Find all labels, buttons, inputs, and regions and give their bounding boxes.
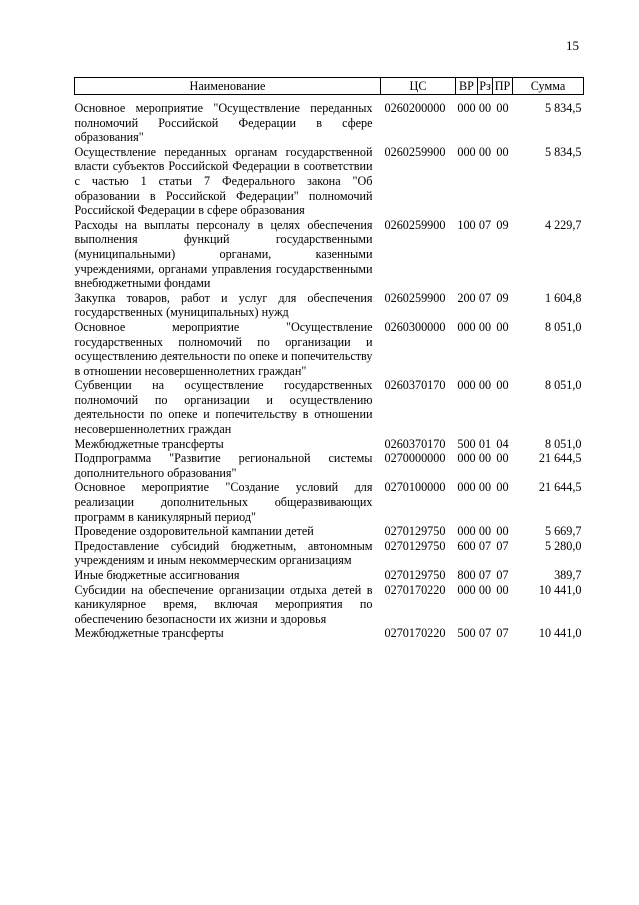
row-pr: 07 [496,538,509,553]
row-name: Основное мероприятие "Осуществление переданных полномочий Российской Федерации в сфере образования" [74,101,373,145]
row-name: Расходы на выплаты персоналу в целях обеспечения выполнения функций государственными (муниципальными) органами, казенными учреждениями, органами управления государственными внебюджетными фондами [74,217,373,291]
row-cs: 0270170220 [384,582,446,597]
row-vr: 000 [457,378,476,393]
row-sum: 5 834,5 [544,144,582,159]
row-name: Подпрограмма "Развитие региональной системы дополнительного образования" [74,451,373,480]
row-sum: 21 644,5 [538,480,582,495]
table-row [75,626,584,641]
table-row [75,145,584,218]
row-vr: 600 [457,538,476,553]
row-sum: 8 051,0 [544,378,582,393]
table-row [75,437,584,452]
row-sum: 21 644,5 [538,451,582,466]
row-name: Проведение оздоровительной кампании детей [74,524,314,539]
row-sum: 5 834,5 [544,101,582,115]
row-vr: 100 [457,217,476,232]
table-row [75,583,584,627]
row-rz: 07 [478,217,492,232]
row-cs: 0270170220 [384,626,446,641]
row-cs: 0260370170 [384,378,446,393]
row-pr: 00 [496,319,509,334]
budget-table [74,77,584,641]
row-pr: 09 [496,290,509,305]
row-name: Закупка товаров, работ и услуг для обеспечения государственных (муниципальных) нужд [74,290,373,320]
row-pr: 07 [496,626,509,641]
row-cs: 0260259900 [384,217,446,232]
header-pr: ПР [493,78,513,95]
row-name: Предоставление субсидий бюджетным, автономным учреждениям и иным некоммерческим организациям [74,538,373,568]
row-vr: 500 [457,436,476,451]
row-name: Основное мероприятие "Осуществление государственных полномочий по организации и осуществлению деятельности по опеке и попечительству в отношении несовершеннолетних граждан" [74,319,373,378]
row-cs: 0270129750 [384,568,446,582]
row-cs: 0260370170 [384,436,446,451]
row-rz: 00 [478,524,492,539]
row-cs: 0270129750 [384,538,446,553]
row-cs: 0270129750 [384,524,446,539]
row-name: Иные бюджетные ассигнования [74,568,240,582]
table-row [75,378,584,436]
row-vr: 000 [457,144,476,159]
row-name: Основное мероприятие "Создание условий для реализации дополнительных общеразвивающих программ в каникулярный период" [74,480,373,524]
row-vr: 000 [457,480,476,495]
row-vr: 000 [457,451,476,466]
row-vr: 000 [457,101,476,115]
row-name: Субсидии на обеспечение организации отдыха детей в каникулярное время, включая мероприятия по обеспечению безопасности их жизни и здоровья [74,582,373,626]
row-name: Субвенции на осуществление государственных полномочий по организации и осуществлению деятельности по опеке и попечительству в отношении несовершеннолетних граждан [74,378,373,437]
table-row [75,95,584,145]
row-cs: 0270100000 [384,480,446,495]
table-row [75,218,584,291]
row-rz: 01 [478,436,492,451]
row-rz: 07 [478,568,492,582]
page-number: 15 [566,38,579,53]
row-vr: 500 [457,626,476,641]
row-name: Межбюджетные трансферты [74,626,224,641]
row-rz: 00 [478,480,492,495]
table-row [75,568,584,583]
table-row [75,291,584,320]
row-sum: 10 441,0 [538,626,582,641]
header-cs: ЦС [381,78,456,95]
row-cs: 0260259900 [384,144,446,159]
row-pr: 00 [496,524,509,539]
row-sum: 5 669,7 [544,524,582,539]
row-vr: 000 [457,319,476,334]
row-pr: 07 [496,568,509,582]
row-pr: 00 [496,582,509,597]
row-rz: 00 [478,451,492,466]
row-rz: 00 [478,101,492,115]
table-row [75,539,584,568]
row-pr: 00 [496,144,509,159]
row-sum: 389,7 [554,568,582,582]
row-sum: 4 229,7 [544,217,582,232]
row-vr: 800 [457,568,476,582]
row-cs: 0270000000 [384,451,446,466]
row-rz: 07 [478,290,492,305]
row-pr: 09 [496,217,509,232]
row-vr: 000 [457,524,476,539]
row-sum: 10 441,0 [538,582,582,597]
row-pr: 00 [496,451,509,466]
row-name: Осуществление переданных органам государственной власти субъектов Российской Федерации в соответствии с частью 1 статьи 7 Федерального закона "Об образовании в Российской Федерации" полномочий Российской Федерации в сфере образования [74,144,373,218]
table-header-row [75,78,584,95]
row-vr: 200 [457,290,476,305]
table-row [75,451,584,480]
header-name: Наименование [75,78,381,95]
row-vr: 000 [457,582,476,597]
table-row [75,480,584,524]
row-rz: 00 [478,144,492,159]
row-sum: 1 604,8 [544,290,582,305]
row-rz: 00 [478,582,492,597]
table-row [75,320,584,378]
row-cs: 0260200000 [384,101,446,115]
row-sum: 8 051,0 [544,319,582,334]
row-pr: 04 [496,436,509,451]
row-pr: 00 [496,101,509,115]
row-rz: 00 [478,378,492,393]
row-cs: 0260300000 [384,319,446,334]
row-rz: 07 [478,538,492,553]
row-cs: 0260259900 [384,290,446,305]
row-pr: 00 [496,378,509,393]
row-rz: 00 [478,319,492,334]
header-sum: Сумма [513,78,584,95]
header-vr: ВР [456,78,478,95]
row-pr: 00 [496,480,509,495]
row-sum: 5 280,0 [544,538,582,553]
row-name: Межбюджетные трансферты [74,436,224,451]
header-rz: Рз [479,78,491,93]
table-row [75,524,584,539]
row-sum: 8 051,0 [544,436,582,451]
row-rz: 07 [478,626,492,641]
